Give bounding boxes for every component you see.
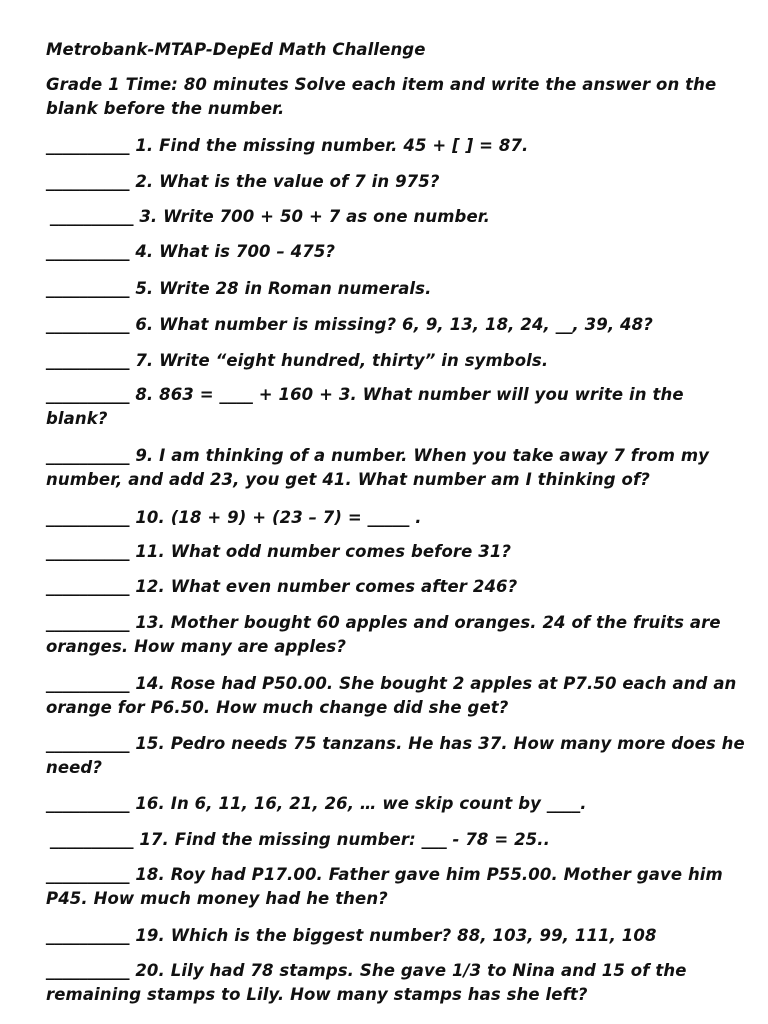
question-1: __________ 1. Find the missing number. 45 + [ ] = 87.: [46, 136, 529, 155]
worksheet-title: Metrobank-MTAP-DepEd Math Challenge: [46, 40, 426, 59]
question-16: __________ 16. In 6, 11, 16, 21, 26, … we skip count by ____.: [46, 794, 587, 813]
question-13: __________ 13. Mother bought 60 apples and oranges. 24 of the fruits are oranges. How many are apples?: [46, 613, 721, 656]
question-18: __________ 18. Roy had P17.00. Father gave him P55.00. Mother gave him P45. How much money had he then?: [46, 865, 723, 908]
question-10: __________ 10. (18 + 9) + (23 – 7) = _____ .: [46, 508, 422, 527]
worksheet-instructions: Grade 1 Time: 80 minutes Solve each item and write the answer on the blank before the number.: [46, 75, 717, 118]
question-4: __________ 4. What is 700 – 475?: [46, 242, 336, 261]
question-11: __________ 11. What odd number comes before 31?: [46, 542, 512, 561]
question-12: __________ 12. What even number comes after 246?: [46, 577, 518, 596]
question-20: __________ 20. Lily had 78 stamps. She gave 1/3 to Nina and 15 of the remaining stamps to Lily. How many stamps has she left?: [46, 961, 687, 1004]
question-14: __________ 14. Rose had P50.00. She bought 2 apples at P7.50 each and an orange for P6.50. How much change did she get?: [46, 674, 737, 717]
question-3: __________ 3. Write 700 + 50 + 7 as one number.: [50, 207, 490, 226]
question-2: __________ 2. What is the value of 7 in 975?: [46, 172, 440, 191]
question-8: __________ 8. 863 = ____ + 160 + 3. What number will you write in the blank?: [46, 385, 684, 428]
question-15: __________ 15. Pedro needs 75 tanzans. He has 37. How many more does he need?: [46, 734, 745, 777]
question-17: __________ 17. Find the missing number: ___ - 78 = 25..: [50, 830, 550, 849]
question-19: __________ 19. Which is the biggest number? 88, 103, 99, 111, 108: [46, 926, 657, 945]
question-7: __________ 7. Write “eight hundred, thirty” in symbols.: [46, 351, 549, 370]
question-9: __________ 9. I am thinking of a number. When you take away 7 from my number, and add 23, you get 41. What number am I thinking of?: [46, 446, 709, 489]
question-5: __________ 5. Write 28 in Roman numerals.: [46, 279, 432, 298]
question-6: __________ 6. What number is missing? 6, 9, 13, 18, 24, __, 39, 48?: [46, 315, 653, 334]
